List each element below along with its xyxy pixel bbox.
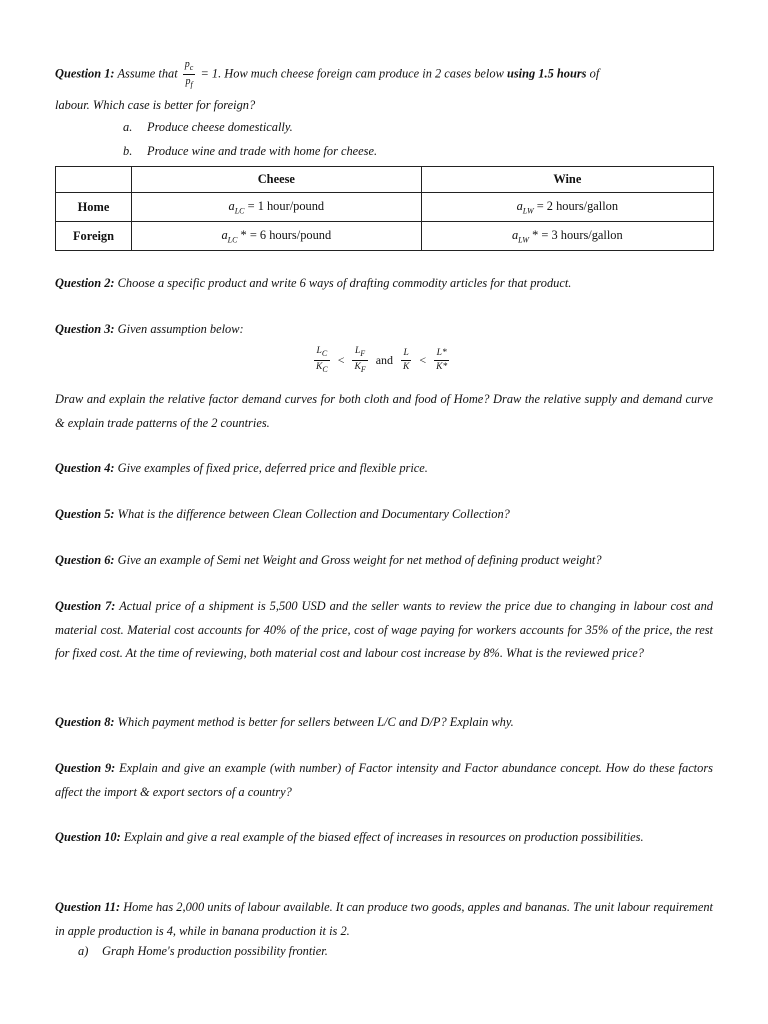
question-label: Question 5: bbox=[55, 507, 115, 521]
list-item-label: a. bbox=[123, 120, 133, 134]
question-label: Question 3: bbox=[55, 322, 115, 336]
frac-den-sub: f bbox=[190, 80, 193, 89]
table-row-header: Home bbox=[56, 193, 132, 222]
question-1-line2: labour. Which case is better for foreign? bbox=[55, 98, 256, 112]
labour-requirement-table bbox=[55, 166, 714, 251]
table-row bbox=[56, 193, 714, 222]
question-label: Question 4: bbox=[55, 461, 115, 475]
fraction bbox=[434, 347, 449, 374]
question-3 bbox=[55, 318, 713, 342]
question-text: Actual price of a shipment is 5,500 USD and the seller wants to review the price due to changing in labour cost and material cost. Material cost accounts for 40% of the price, cost of wage paying for workers accounts for 35% of the price, the rest for fixed cost. At the time of reviewing, both material cost and labour cost increase by 8%. What is the reviewed price? bbox=[55, 599, 713, 660]
frac-num: L bbox=[354, 346, 361, 356]
question-text: Choose a specific product and write 6 ways of drafting commodity articles for that product. bbox=[117, 276, 572, 290]
less-than-sign: < bbox=[337, 352, 345, 367]
list-item bbox=[123, 144, 377, 159]
frac-sub: C bbox=[322, 364, 328, 374]
question-1-post: of bbox=[589, 66, 600, 81]
frac-num-sub: c bbox=[189, 63, 194, 72]
list-item-text: Graph Home's production possibility frontier. bbox=[102, 944, 328, 958]
frac-sub: F bbox=[360, 348, 366, 358]
table-cell bbox=[421, 193, 713, 222]
question-text: What is the difference between Clean Collection and Documentary Collection? bbox=[117, 507, 510, 521]
question-text: Explain and give a real example of the biased effect of increases in resources on production possibilities. bbox=[123, 830, 644, 844]
price-ratio-fraction bbox=[183, 58, 196, 91]
question-10 bbox=[55, 826, 713, 850]
question-text: Given assumption below: bbox=[117, 322, 244, 336]
less-than-sign: < bbox=[419, 352, 427, 367]
frac-den: K* bbox=[436, 361, 448, 372]
question-text: Explain and give an example (with number) of Factor intensity and Factor abundance concept. How do these factors affect the import & export sectors of a country? bbox=[55, 761, 713, 799]
factor-ratio-equation bbox=[312, 345, 451, 376]
frac-num: L* bbox=[434, 347, 449, 361]
list-item bbox=[123, 120, 293, 135]
list-item-label: b. bbox=[123, 144, 133, 158]
question-text: Give examples of fixed price, deferred price and flexible price. bbox=[117, 461, 428, 475]
cell-value: * = 3 hours/gallon bbox=[528, 227, 623, 242]
var: a bbox=[221, 227, 228, 242]
question-label: Question 9: bbox=[55, 761, 116, 775]
question-text: Which payment method is better for sellers between L/C and D/P? Explain why. bbox=[117, 715, 514, 729]
list-item-text: Produce cheese domestically. bbox=[147, 120, 293, 134]
table-cell bbox=[132, 222, 422, 251]
var-sub: LC bbox=[234, 206, 245, 216]
question-1-pre: Assume that bbox=[117, 66, 178, 81]
table-cell bbox=[421, 222, 713, 251]
fraction bbox=[314, 345, 330, 376]
table-cell bbox=[132, 193, 422, 222]
fraction bbox=[352, 345, 367, 376]
question-label: Question 10: bbox=[55, 830, 121, 844]
cell-value: * = 6 hours/pound bbox=[237, 227, 332, 242]
question-1 bbox=[55, 58, 713, 91]
question-label: Question 8: bbox=[55, 715, 115, 729]
question-5 bbox=[55, 503, 713, 527]
question-label: Question 6: bbox=[55, 553, 115, 567]
frac-den: K bbox=[316, 361, 323, 372]
frac-den: K bbox=[403, 361, 410, 372]
var: a bbox=[516, 198, 523, 213]
question-4 bbox=[55, 457, 713, 481]
question-label: Question 7: bbox=[55, 599, 116, 613]
table-row bbox=[56, 222, 714, 251]
frac-sub: F bbox=[360, 364, 366, 374]
var-sub: LW bbox=[522, 206, 534, 216]
frac-num: L bbox=[316, 346, 322, 356]
question-label: Question 2: bbox=[55, 276, 115, 290]
question-3-body: Draw and explain the relative factor demand curves for both cloth and food of Home? Draw the relative supply and demand curve & explain trade patterns of the 2 countries. bbox=[55, 392, 713, 430]
question-1-bold: using 1.5 hours bbox=[506, 66, 587, 81]
question-9 bbox=[55, 757, 713, 804]
cell-value: = 1 hour/pound bbox=[244, 198, 325, 213]
var: a bbox=[228, 198, 235, 213]
table-header-cell: Wine bbox=[421, 167, 713, 193]
question-2 bbox=[55, 272, 713, 296]
list-item-text: Produce wine and trade with home for cheese. bbox=[147, 144, 378, 158]
list-item-label: a) bbox=[78, 944, 89, 958]
question-1-label: Question 1: bbox=[55, 66, 115, 81]
frac-den: p bbox=[185, 76, 191, 87]
frac-num: L bbox=[401, 347, 411, 361]
frac-num: p bbox=[184, 59, 190, 70]
list-item bbox=[78, 944, 328, 959]
and-word: and bbox=[375, 352, 394, 367]
question-text: Home has 2,000 units of labour available. It can produce two goods, apples and bananas. The unit labour requirement in apple production is 4, while in banana production it is 2. bbox=[55, 900, 713, 938]
frac-den: K bbox=[354, 361, 361, 372]
var-sub: LW bbox=[518, 235, 529, 245]
frac-sub: C bbox=[321, 348, 328, 358]
question-8 bbox=[55, 711, 713, 735]
question-text: Give an example of Semi net Weight and Gross weight for net method of defining product weight? bbox=[117, 553, 602, 567]
cell-value: = 2 hours/gallon bbox=[533, 198, 619, 213]
question-label: Question 11: bbox=[55, 900, 121, 914]
question-11 bbox=[55, 896, 713, 943]
question-1-mid: = 1. How much cheese foreign cam produce in 2 cases below bbox=[200, 66, 504, 81]
question-7 bbox=[55, 595, 713, 666]
fraction bbox=[401, 347, 411, 374]
table-row-header: Foreign bbox=[56, 222, 132, 251]
table-header-row bbox=[56, 167, 714, 193]
table-header-cell bbox=[56, 167, 132, 193]
table-header-cell: Cheese bbox=[132, 167, 422, 193]
var: a bbox=[511, 227, 519, 242]
question-6 bbox=[55, 549, 713, 573]
var-sub: LC bbox=[227, 235, 238, 245]
